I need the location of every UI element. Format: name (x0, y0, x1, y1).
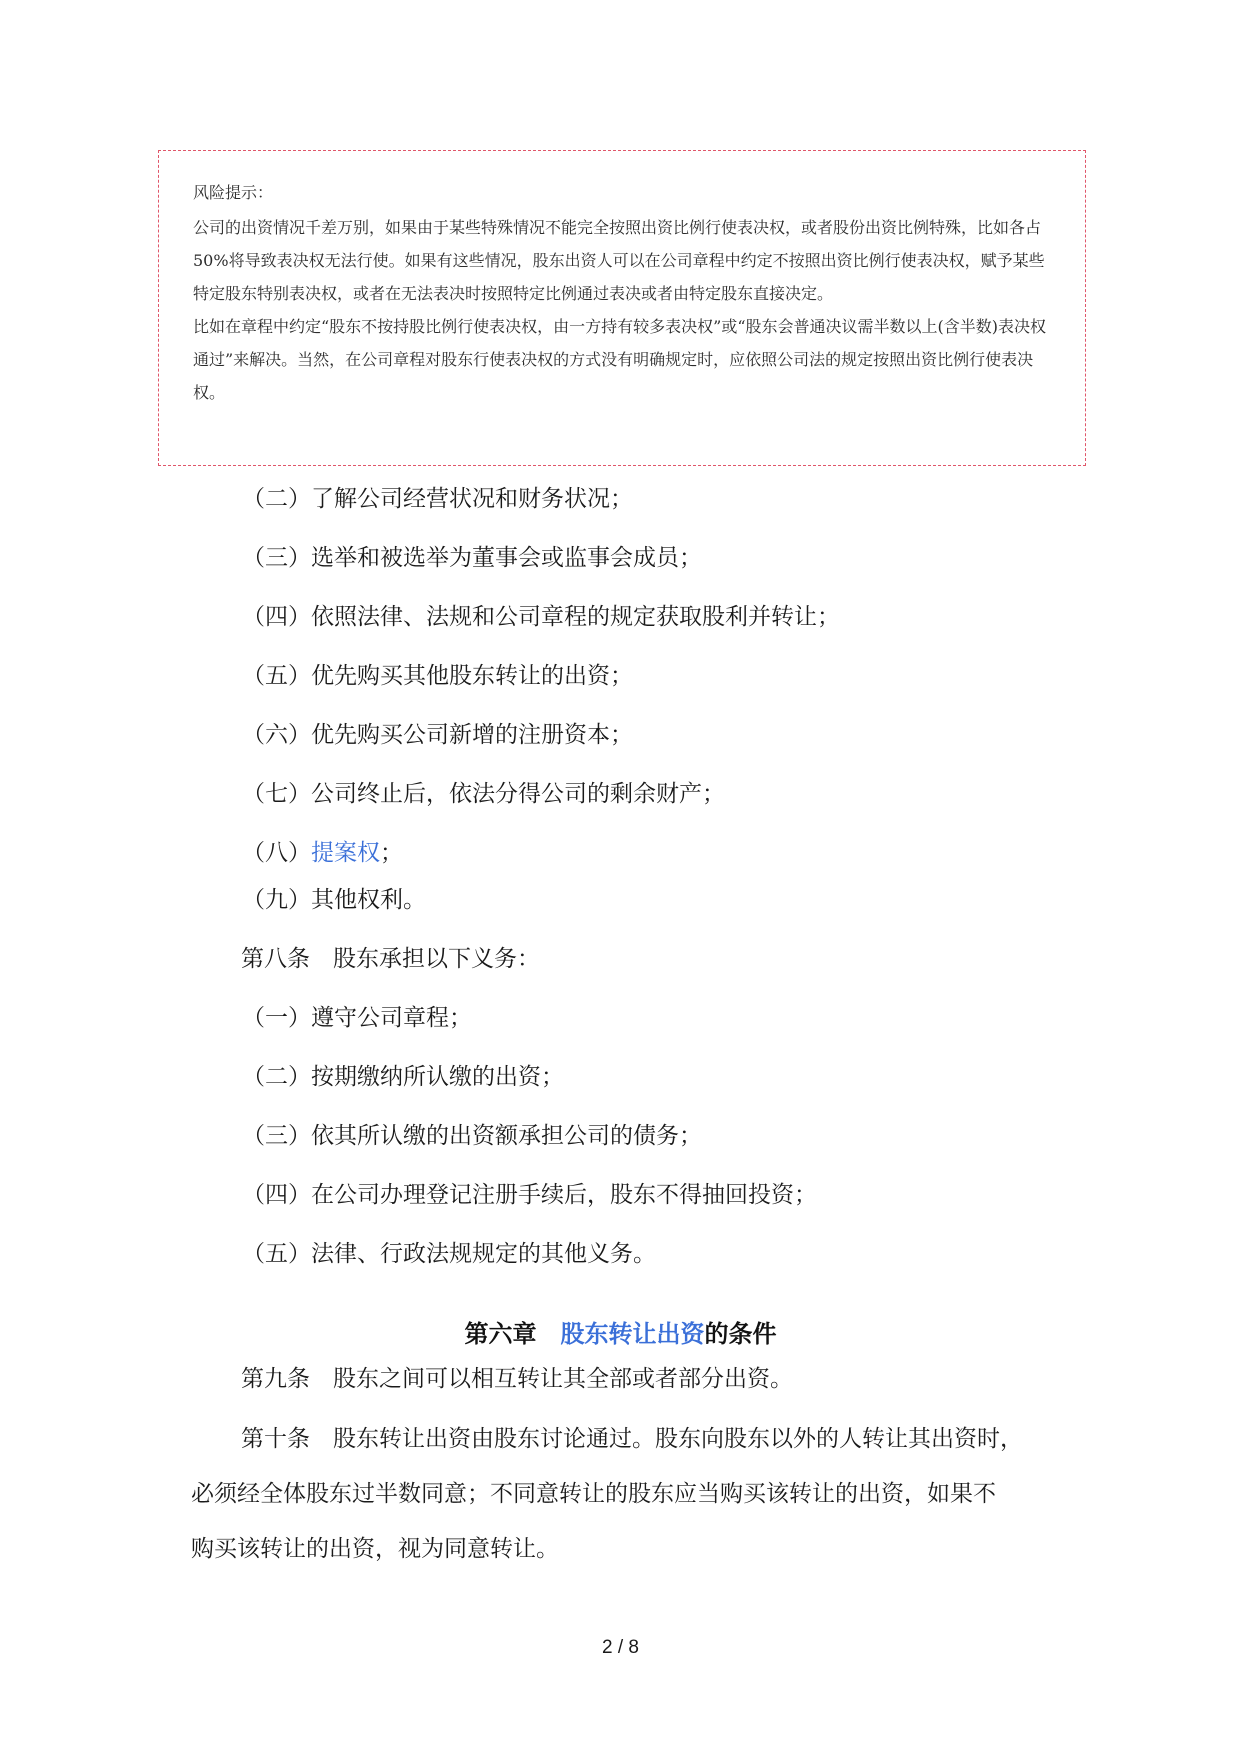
risk-paragraph-2: 比如在章程中约定“股东不按持股比例行使表决权，由一方持有较多表决权”或“股东会普通决议需半数以上(含半数)表决权通过”来解决。当然，在公司章程对股东行使表决权的方式没有明确规定时，应依照公司法的规定按照出资比例行使表决权。 (193, 317, 1047, 402)
chapter-6-heading (0, 1318, 1241, 1350)
obligation-item: （三）依其所认缴的出资额承担公司的债务； (242, 1123, 702, 1149)
rights-item: （九）其他权利。 (242, 887, 426, 913)
rights-item: （四）依照法律、法规和公司章程的规定获取股利并转让； (242, 604, 840, 630)
article-10-line-1: 第十条 股东转让出资由股东讨论通过。股东向股东以外的人转让其出资时， (241, 1426, 1023, 1452)
obligation-item: （一）遵守公司章程； (242, 1005, 472, 1031)
rights-item: （二）了解公司经营状况和财务状况； (242, 486, 633, 512)
obligation-item: （二）按期缴纳所认缴的出资； (242, 1064, 564, 1090)
rights-item-prefix: （八） (242, 840, 311, 866)
article-10-line-3: 购买该转让的出资，视为同意转让。 (191, 1536, 559, 1562)
rights-item: （六）优先购买公司新增的注册资本； (242, 722, 633, 748)
article-8-title: 第八条 股东承担以下义务： (241, 946, 540, 972)
share-transfer-link[interactable]: 股东转让出资 (560, 1319, 705, 1348)
article-10-line-2: 必须经全体股东过半数同意；不同意转让的股东应当购买该转让的出资，如果不 (191, 1481, 996, 1507)
obligation-item: （五）法律、行政法规规定的其他义务。 (242, 1241, 656, 1267)
page-number: 2 / 8 (602, 1637, 639, 1658)
obligation-item: （四）在公司办理登记注册手续后，股东不得抽回投资； (242, 1182, 817, 1208)
rights-item: （七）公司终止后，依法分得公司的剩余财产； (242, 781, 725, 807)
risk-warning-box (158, 150, 1086, 466)
chapter-suffix: 的条件 (704, 1319, 777, 1348)
rights-item: （三）选举和被选举为董事会或监事会成员； (242, 545, 702, 571)
risk-paragraph-1: 公司的出资情况千差万别，如果由于某些特殊情况不能完全按照出资比例行使表决权，或者股份出资比例特殊，比如各占50%将导致表决权无法行使。如果有这些情况，股东出资人可以在公司章程中约定不按照出资比例行使表决权，赋予某些特定股东特别表决权，或者在无法表决时按照特定比例通过表决或者由特定股东直接决定。 (193, 218, 1045, 303)
risk-title: 风险提示： (193, 183, 274, 202)
rights-item-proposal (242, 838, 403, 868)
article-9: 第九条 股东之间可以相互转让其全部或者部分出资。 (241, 1366, 793, 1392)
rights-item: （五）优先购买其他股东转让的出资； (242, 663, 633, 689)
proposal-right-link[interactable]: 提案权 (311, 840, 380, 866)
chapter-prefix: 第六章 (464, 1319, 561, 1348)
rights-item-suffix: ； (380, 840, 403, 866)
